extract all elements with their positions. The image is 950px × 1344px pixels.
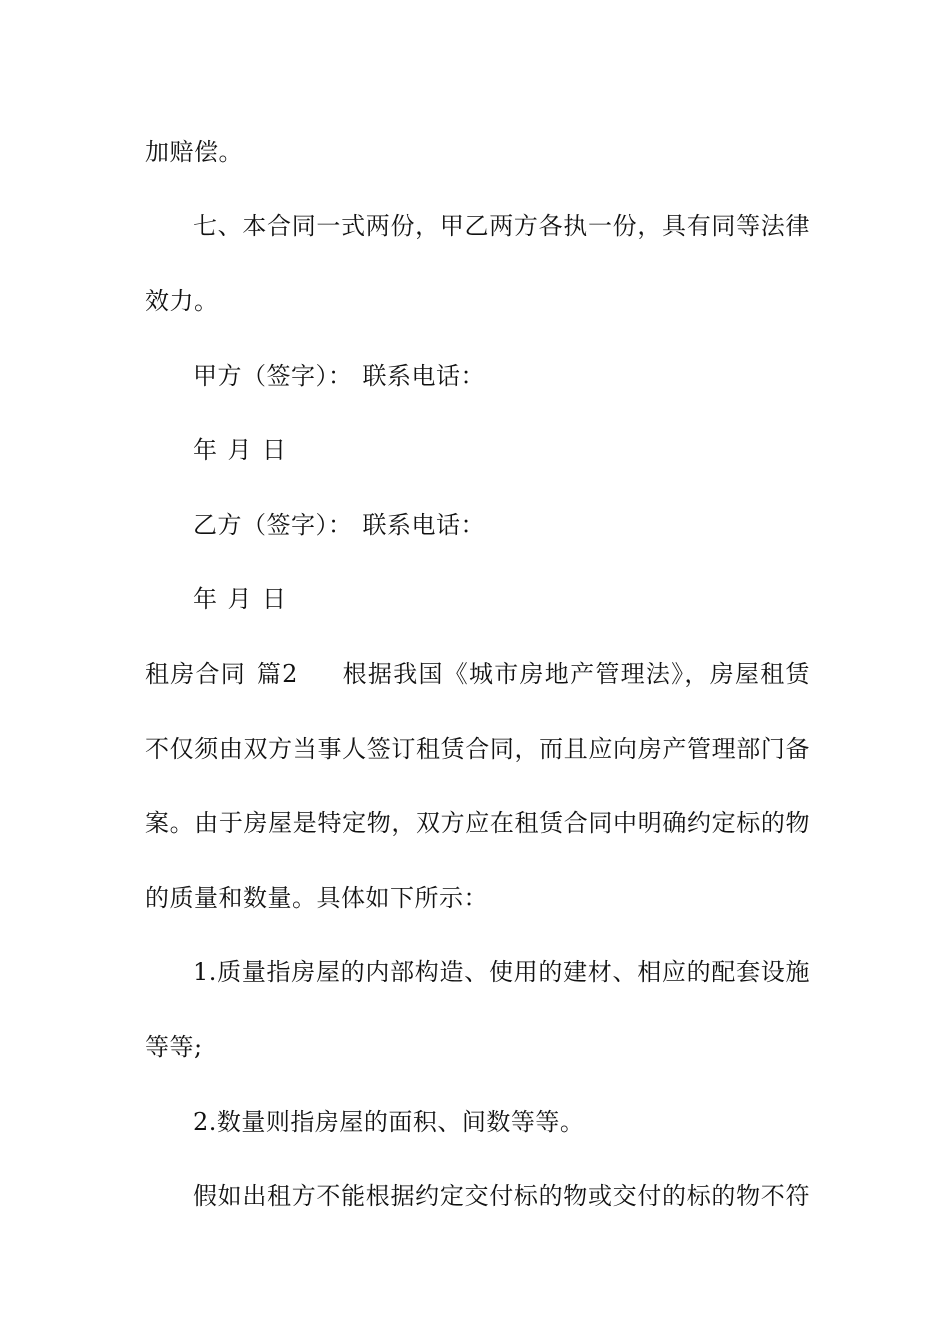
section-heading-line	[145, 658, 810, 690]
date-day-label: 日	[262, 436, 287, 464]
signature-label: 甲方（签字）：	[193, 362, 353, 390]
section-number: 篇2	[256, 660, 298, 688]
text-run: 根据我国《城市房地产管理法》，房屋租赁	[341, 660, 810, 688]
text-line	[145, 1031, 810, 1063]
text-run: 1.质量指房屋的内部构造、使用的建材、相应的配套设施	[193, 958, 810, 986]
signature-line-party-a	[193, 360, 810, 392]
text-line	[193, 1180, 810, 1212]
text-run: 等等;	[145, 1033, 203, 1061]
phone-label: 联系电话：	[362, 511, 485, 539]
text-line	[193, 210, 810, 242]
date-line-party-a	[193, 434, 810, 466]
text-line	[145, 285, 810, 317]
date-month-label: 月	[227, 585, 252, 613]
text-run: 不仅须由双方当事人签订租赁合同，而且应向房产管理部门备	[145, 735, 810, 763]
text-run: 加赔偿。	[145, 138, 243, 166]
signature-label: 乙方（签字）：	[193, 511, 353, 539]
date-year-label: 年	[193, 436, 218, 464]
list-item	[193, 956, 810, 988]
text-run: 假如出租方不能根据约定交付标的物或交付的标的物不符	[193, 1182, 810, 1210]
list-item	[193, 1106, 810, 1138]
date-year-label: 年	[193, 585, 218, 613]
text-line	[145, 733, 810, 765]
text-run: 2.数量则指房屋的面积、间数等等。	[193, 1108, 585, 1136]
text-run: 七、本合同一式两份，甲乙两方各执一份，具有同等法律	[193, 212, 810, 240]
text-run: 效力。	[145, 287, 219, 315]
text-run: 案。由于房屋是特定物，双方应在租赁合同中明确约定标的物	[145, 809, 810, 837]
section-title: 租房合同	[145, 660, 247, 688]
date-month-label: 月	[227, 436, 252, 464]
date-day-label: 日	[262, 585, 287, 613]
signature-line-party-b	[193, 509, 810, 541]
text-line	[145, 136, 810, 168]
text-line	[145, 882, 810, 914]
date-line-party-b	[193, 583, 810, 615]
phone-label: 联系电话：	[362, 362, 485, 390]
text-line	[145, 807, 810, 839]
text-run: 的质量和数量。具体如下所示：	[145, 884, 488, 912]
